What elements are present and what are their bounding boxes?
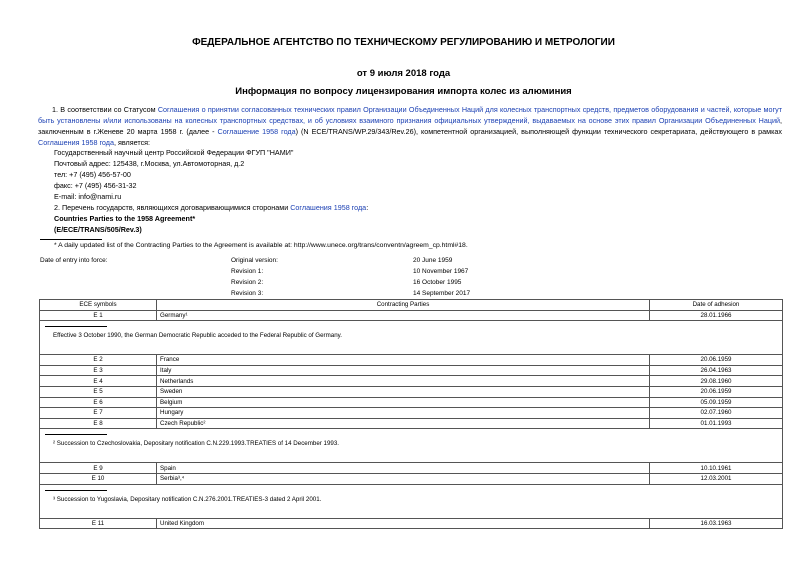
ece-symbol: E 11: [40, 518, 157, 529]
note-text: ³ Succession to Yugoslavia, Depositary notification C.N.276.2001.TREATIES-3 dated 2 April 2001.: [53, 495, 322, 503]
footnote: * A daily updated list of the Contracting Parties to the Agreement is available at: http://www.unece.org/trans/conventn/agreem_cp.html#18.: [54, 242, 468, 249]
adhesion-date: 29.08.1960: [650, 376, 783, 387]
contact-tel: тел: +7 (495) 456-57-00: [54, 170, 131, 179]
entry-rev3-date: 14 September 2017: [413, 290, 471, 297]
ece-symbol: E 10: [40, 473, 157, 484]
agreement-1958-link-3[interactable]: Соглашения 1958 года: [290, 203, 367, 212]
ece-symbol: E 6: [40, 397, 157, 408]
table-row: [40, 518, 783, 529]
table-row: [40, 376, 783, 387]
table-note: [40, 484, 783, 518]
table-row: [40, 397, 783, 408]
table-row: [40, 310, 783, 321]
entry-rev2-label: Revision 2:: [231, 279, 264, 286]
contracting-party: Netherlands: [157, 376, 650, 387]
entry-rev1-label: Revision 1:: [231, 268, 264, 275]
table-note: [40, 321, 783, 355]
contracting-party: Sweden: [157, 386, 650, 397]
ece-symbol: E 1: [40, 310, 157, 321]
ece-symbol: E 9: [40, 463, 157, 474]
contact-org: Государственный научный центр Российской Федерации ФГУП "НАМИ": [54, 148, 294, 157]
entry-original-date: 20 June 1959: [413, 257, 453, 264]
contracting-party: France: [157, 355, 650, 366]
contracting-party: Serbia³,⁴: [157, 473, 650, 484]
table-note-row: [40, 429, 783, 463]
note-text: ² Succession to Czechoslovakia, Depositary notification C.N.229.1993.TREATIES of 14 December 1993.: [53, 440, 340, 448]
ece-symbol: E 8: [40, 418, 157, 429]
adhesion-date: 26.04.1963: [650, 365, 783, 376]
ece-symbol: E 2: [40, 355, 157, 366]
paragraph-1-text-d: , является:: [113, 138, 151, 147]
table-row: [40, 418, 783, 429]
adhesion-date: 05.09.1959: [650, 397, 783, 408]
countries-title: Countries Parties to the 1958 Agreement*: [54, 214, 196, 223]
contracting-party: Hungary: [157, 408, 650, 419]
paragraph-2-text-b: :: [366, 203, 369, 212]
header-date-of-adhesion: Date of adhesion: [650, 300, 783, 311]
agreement-link[interactable]: Соглашения о принятии согласованных технических правил Организации Объединенных Наций для колесных транспортных средств, предметов оборудования и частей, которые могут быть установлены и/или использованы на колесных транспортных средствах, и об условиях взаимного признания официальных утверждений, выдаваемых на основе этих правил Организации Объединенных Наций: [38, 105, 782, 125]
entry-label: Date of entry into force:: [40, 257, 108, 264]
contact-fax: факс: +7 (495) 456-31-32: [54, 181, 137, 190]
adhesion-date: 12.03.2001: [650, 473, 783, 484]
paragraph-1-text-a: 1. В соответствии со Статусом: [52, 105, 158, 114]
paragraph-1: [38, 104, 782, 148]
contracting-party: United Kingdom: [157, 518, 650, 529]
contracting-party: Czech Republic²: [157, 418, 650, 429]
paragraph-1-text-c: ) (N ECE/TRANS/WP.29/343/Rev.26), компетентной организацией, выполняющей функции технического секретариата, действующего в рамках: [295, 127, 782, 136]
table-note-row: [40, 484, 783, 518]
paragraph-2-text-a: 2. Перечень государств, являющихся договаривающимися сторонами: [54, 203, 291, 212]
table-row: [40, 355, 783, 366]
contracting-party: Germany¹: [157, 310, 650, 321]
adhesion-date: 16.03.1963: [650, 518, 783, 529]
ece-symbol: E 5: [40, 386, 157, 397]
table-row: [40, 386, 783, 397]
adhesion-date: 28.01.1966: [650, 310, 783, 321]
header-contracting-parties: Contracting Parties: [157, 300, 650, 311]
document-title: Информация по вопросу лицензирования импорта колес из алюминия: [235, 86, 572, 97]
entry-rev2-date: 16 October 1995: [413, 279, 462, 286]
contracting-party: Italy: [157, 365, 650, 376]
paragraph-1-text-b: , заключенным в г.Женеве 20 марта 1958 г. (далее -: [38, 116, 782, 136]
ece-symbol: E 4: [40, 376, 157, 387]
adhesion-date: 10.10.1961: [650, 463, 783, 474]
countries-ref: (E/ECE/TRANS/505/Rev.3): [54, 225, 142, 234]
entry-rev3-label: Revision 3:: [231, 290, 264, 297]
table-note-row: [40, 321, 783, 355]
header-ece-symbols: ECE symbols: [40, 300, 157, 311]
agency-heading: ФЕДЕРАЛЬНОЕ АГЕНТСТВО ПО ТЕХНИЧЕСКОМУ РЕГУЛИРОВАНИЮ И МЕТРОЛОГИИ: [192, 37, 615, 48]
table-row: [40, 473, 783, 484]
contracting-parties-table: [39, 299, 783, 529]
contact-email: E-mail: info@nami.ru: [54, 192, 122, 201]
agreement-1958-link-2[interactable]: Соглашения 1958 года: [38, 138, 114, 147]
paragraph-2: [54, 203, 368, 212]
adhesion-date: 02.07.1960: [650, 408, 783, 419]
agreement-1958-link[interactable]: Соглашение 1958 года: [217, 127, 296, 136]
ece-symbol: E 3: [40, 365, 157, 376]
adhesion-date: 20.06.1959: [650, 386, 783, 397]
contracting-party: Belgium: [157, 397, 650, 408]
table-row: [40, 365, 783, 376]
table-row: [40, 463, 783, 474]
ece-symbol: E 7: [40, 408, 157, 419]
contact-address: Почтовый адрес: 125438, г.Москва, ул.Автомоторная, д.2: [54, 159, 245, 168]
table-row: [40, 408, 783, 419]
table-header-row: [40, 300, 783, 311]
table-note: [40, 429, 783, 463]
note-text: Effective 3 October 1990, the German Democratic Republic acceded to the Federal Republic of Germany.: [53, 332, 343, 340]
entry-original-label: Original version:: [231, 257, 278, 264]
footnote-divider: [40, 239, 102, 240]
document-date: от 9 июля 2018 года: [356, 68, 451, 79]
adhesion-date: 20.06.1959: [650, 355, 783, 366]
adhesion-date: 01.01.1993: [650, 418, 783, 429]
contracting-party: Spain: [157, 463, 650, 474]
entry-rev1-date: 10 November 1967: [413, 268, 469, 275]
